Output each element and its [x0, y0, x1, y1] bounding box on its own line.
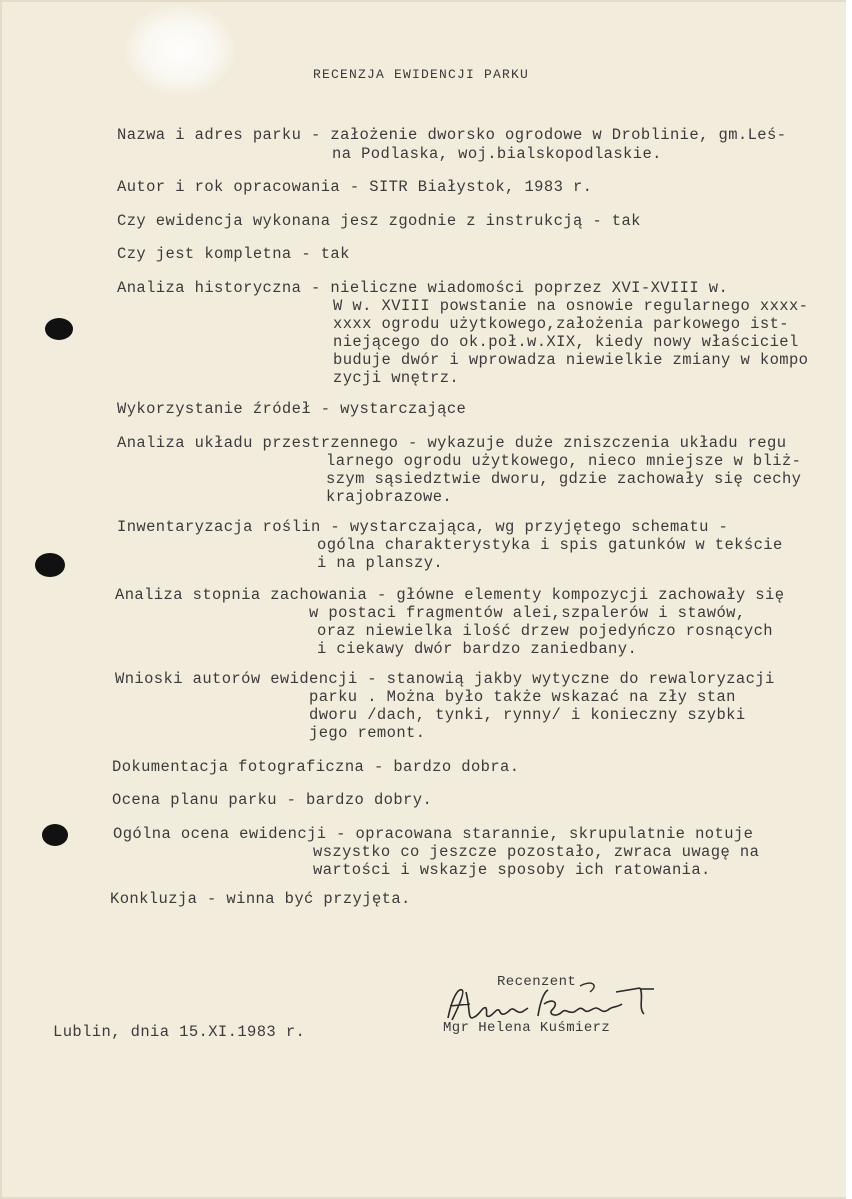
text-line: xxxx ogrodu użytkowego,założenia parkowego ist- — [333, 315, 789, 333]
text-line: szym sąsiedztwie dworu, gdzie zachowały się cechy — [326, 470, 802, 488]
text-line: Ocena planu parku - bardzo dobry. — [112, 791, 433, 809]
page-edge — [846, 0, 852, 1199]
text-line: larnego ogrodu użytkowego, nieco mniejsze w bliż- — [326, 452, 802, 470]
text-line: Czy ewidencja wykonana jesz zgodnie z instrukcją - tak — [117, 212, 641, 230]
text-line: ogólna charakterystyka i spis gatunków w tekście — [317, 536, 783, 554]
reviewer-label: Recenzent — [497, 974, 577, 990]
text-line: oraz niewielka ilość drzew pojedyńczo rosnących — [317, 622, 773, 640]
text-line: parku . Można było także wskazać na zły stan — [309, 688, 736, 706]
text-line: buduje dwór i wprowadza niewielkie zmiany w kompo — [333, 351, 809, 369]
punch-hole-bottom — [42, 824, 68, 846]
text-line: Autor i rok opracowania - SITR Białystok, 1983 r. — [117, 178, 593, 196]
text-line: dworu /dach, tynki, rynny/ i konieczny szybki — [309, 706, 746, 724]
text-line: i na planszy. — [317, 554, 444, 572]
text-line: na Podlaska, woj.bialskopodlaskie. — [332, 145, 662, 163]
text-line: wartości i wskazje sposoby ich ratowania. — [313, 861, 711, 879]
text-line: Inwentaryzacja roślin - wystarczająca, wg przyjętego schematu - — [117, 518, 729, 536]
text-line: wszystko co jeszcze pozostało, zwraca uwagę na — [313, 843, 760, 861]
text-line: Nazwa i adres parku - założenie dworsko ogrodowe w Droblinie, gm.Leś- — [117, 126, 787, 144]
punch-hole-middle — [35, 553, 65, 577]
text-line: Dokumentacja fotograficzna - bardzo dobra. — [112, 758, 520, 776]
text-line: Analiza układu przestrzennego - wykazuje duże zniszczenia układu regu — [117, 434, 787, 452]
text-line: Wnioski autorów ewidencji - stanowią jakby wytyczne do rewaloryzacji — [115, 670, 775, 688]
text-line: Czy jest kompletna - tak — [117, 245, 350, 263]
text-line: i ciekawy dwór bardzo zaniedbany. — [317, 640, 638, 658]
text-line: krajobrazowe. — [326, 488, 453, 506]
paper-light-spot — [125, 5, 235, 95]
text-line: niejącego do ok.poł.w.XIX, kiedy nowy właściciel — [333, 333, 799, 351]
text-line: Konkluzja - winna być przyjęta. — [110, 890, 411, 908]
punch-hole-top — [45, 318, 73, 340]
text-line: W w. XVIII powstanie na osnowie regularnego xxxx- — [333, 297, 809, 315]
text-line: Analiza historyczna - nieliczne wiadomości poprzez XVI-XVIII w. — [117, 279, 729, 297]
text-line: Ogólna ocena ewidencji - opracowana starannie, skrupulatnie notuje — [113, 825, 754, 843]
reviewer-name: Mgr Helena Kuśmierz — [443, 1020, 611, 1036]
place-date: Lublin, dnia 15.XI.1983 r. — [53, 1023, 306, 1041]
text-line: jego remont. — [309, 724, 426, 742]
text-line: zycji wnętrz. — [333, 369, 460, 387]
text-line: Analiza stopnia zachowania - główne elementy kompozycji zachowały się — [115, 586, 785, 604]
text-line: w postaci fragmentów alei,szpalerów i stawów, — [309, 604, 746, 622]
text-line: Wykorzystanie źródeł - wystarczające — [117, 400, 467, 418]
document-title: RECENZJA EWIDENCJI PARKU — [313, 67, 530, 82]
